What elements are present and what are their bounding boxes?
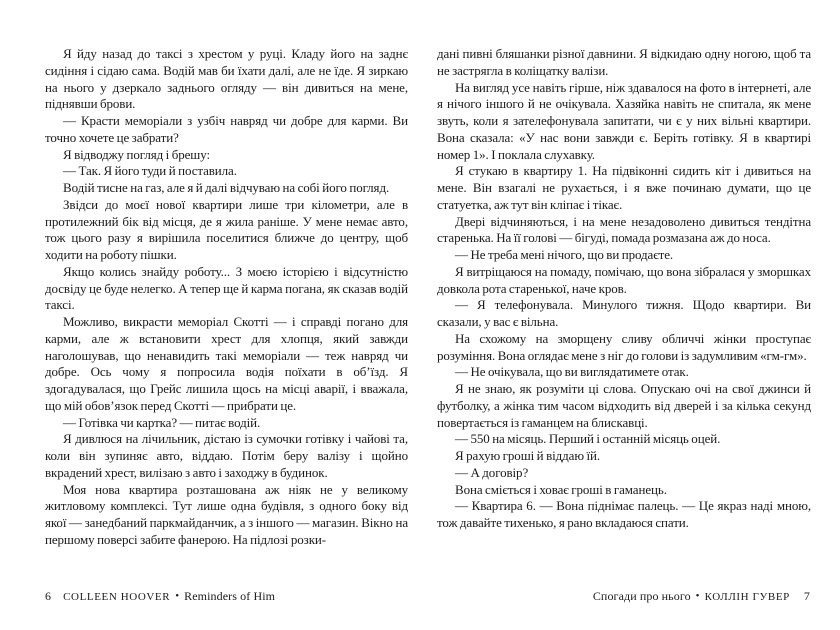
- page-left-text: [45, 46, 408, 549]
- paragraph: Якщо колись знайду роботу... З моєю історією і відсутністю досвіду це буде нелегко. А тепер ще й карма погана, як сказав водій таксі.: [45, 263, 408, 313]
- paragraph: Вона сміється і ховає гроші в гаманець.: [455, 481, 667, 497]
- paragraph: Звідси до моєї нової квартири лише три кілометри, але в протилежний бік від місця, де я жила раніше. У мене немає авто, тож цього разу я вирішила поселитися ближче до центру, щоб ходити на роботу пішки.: [45, 196, 408, 262]
- footer-separator-right: •: [695, 590, 700, 602]
- paragraph: — А договір?: [455, 464, 529, 480]
- paragraph: Я відводжу погляд і брешу:: [63, 146, 210, 162]
- running-head-translated-author: КОЛЛІН ГУВЕР: [704, 591, 790, 603]
- paragraph: — Готівка чи картка? — питає водій.: [63, 414, 261, 430]
- page-right-text: [437, 46, 811, 532]
- paragraph: Я стукаю в квартиру 1. На підвіконні сидить кіт і дивиться на мене. Він взагалі не рухається, і я вже починаю думати, що це статуетка, аж тут він кліпає і тікає.: [437, 163, 811, 212]
- page-number-right: 7: [803, 589, 810, 603]
- paragraph: — Так. Я його туди й поставила.: [63, 163, 237, 179]
- paragraph: дані пивні бляшанки різної давнини. Я відкидаю одну ногою, щоб та не застрягла в коліщатку валізи.: [437, 46, 811, 78]
- paragraph: — 550 на місяць. Перший і останній місяць оцей.: [455, 431, 721, 447]
- paragraph: Я йду назад до таксі з хрестом у руці. Кладу його на заднє сидіння і сідаю сама. Водій мав би їхати далі, але не їде. Я зиркаю на нього у дзеркало заднього огляду — він дивиться на мене, піднявши брови.: [45, 46, 408, 112]
- running-head-author: COLLEEN HOOVER: [63, 591, 171, 603]
- running-head-title: Reminders of Him: [184, 589, 276, 603]
- page-right-footer: [593, 589, 810, 604]
- paragraph: — Квартира 6. — Вона піднімає палець. — Це якраз наді мною, тож давайте тихенько, я рано вкладаюся спати.: [437, 498, 811, 530]
- paragraph: На схожому на зморщену сливу обличчі жінки проступає розуміння. Вона оглядає мене з ніг до голови із задумливим «гм-гм».: [437, 330, 811, 363]
- paragraph: — Не треба мені нічого, що ви продаєте.: [455, 247, 674, 262]
- page-number-left: 6: [45, 589, 52, 603]
- page-left-footer: [45, 589, 275, 604]
- paragraph: — Не очікувала, що ви виглядатимете отак.: [455, 364, 689, 380]
- paragraph: — Я телефонувала. Минулого тижня. Щодо квартири. Ви сказали, у вас є вільна.: [437, 297, 811, 329]
- paragraph: — Красти меморіали з узбіч навряд чи добре для карми. Ви точно хочете це забрати?: [45, 113, 408, 145]
- running-head-translated-title: Спогади про нього: [592, 589, 691, 603]
- paragraph: Я витріщаюся на помаду, помічаю, що вона зібралася у зморшках довкола рота старенької, наче кров.: [437, 263, 811, 296]
- paragraph: Я рахую гроші й віддаю їй.: [455, 448, 600, 463]
- paragraph: Можливо, викрасти меморіал Скотті — і справді погано для карми, але ж встановити хрест для хлопця, який завжди наголошував, що ненавидить такі меморіали — теж навряд чи добре. Ось чому я попросила водія поїхати в об’їзд. Я здогадувалася, що Грейс лишила щось на місці аварії, і вважала, що мій обов’язок перед Скотті — прибрати це.: [45, 314, 408, 413]
- paragraph: Я не знаю, як розуміти ці слова. Опускаю очі на свої джинси й футболку, а жінка тим часом відходить від дверей і за кілька секунд повертається із гаманцем на блискавці.: [437, 381, 811, 430]
- paragraph: Я дивлюся на лічильник, дістаю із сумочки готівку і чайові та, коли він зупиняє авто, віддаю. Потім беру валізу і щойно вкрадений хрест, вилізаю з авто і заходжу в будинок.: [45, 431, 408, 480]
- paragraph: Моя нова квартира розташована аж ніяк не у великому житловому комплексі. Тут лише одна будівля, з одного боку від якої — занедбаний паркмайданчик, а з іншого — магазин. Вікно на першому поверсі забите фанерою. На підлозі розки-: [45, 481, 408, 547]
- paragraph: Водій тисне на газ, але я й далі відчуваю на собі його погляд.: [63, 180, 390, 195]
- footer-separator-left: •: [175, 590, 180, 602]
- paragraph: Двері відчиняються, і на мене незадоволено дивиться тендітна старенька. На її голові — бігуді, помада розмазана аж до носа.: [437, 213, 811, 246]
- paragraph: На вигляд усе навіть гірше, ніж здавалося на фото в інтернеті, але я нічого іншого й не очікувала. Хазяйка навіть не спитала, як мене звуть, коли я зателефонувала запитати, чи є у них вільні квартири. Вона сказала: «У нас вони завжди є. Беріть готівку. Я в квартирі номер 1». І поклала слухавку.: [437, 79, 811, 162]
